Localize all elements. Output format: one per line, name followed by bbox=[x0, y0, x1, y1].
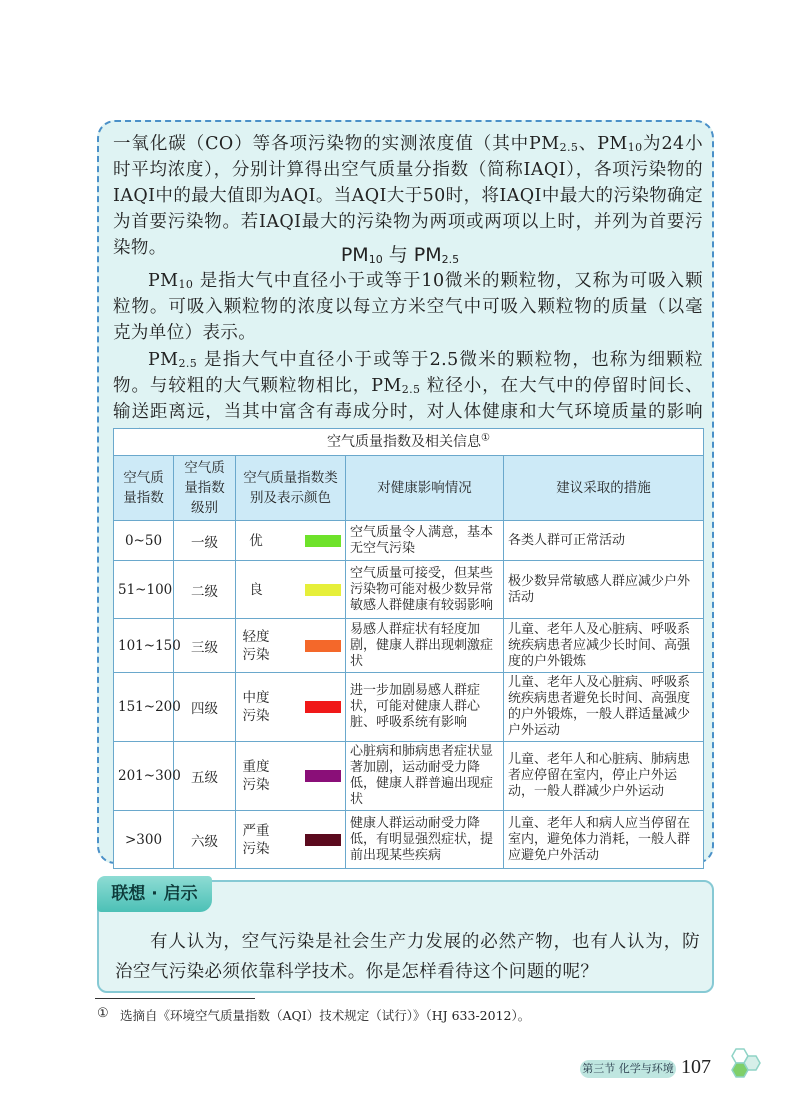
aqi-category-cell bbox=[236, 742, 346, 811]
recommended-action: 儿童、老年人及心脏病、呼吸系统疾病患者避免长时间、高强度的户外锻炼，一般人群适量减少户外运动 bbox=[504, 673, 704, 742]
aqi-category-cell bbox=[236, 619, 346, 673]
aqi-category-cell bbox=[236, 811, 346, 869]
aqi-table bbox=[113, 428, 704, 869]
aqi-category: 中度污染 bbox=[242, 690, 270, 724]
aqi-range: 51~100 bbox=[114, 561, 174, 619]
aqi-level: 四级 bbox=[174, 673, 236, 742]
aqi-range: >300 bbox=[114, 811, 174, 869]
recommended-action: 儿童、老年人和心脏病、肺病患者应停留在室内，停止户外运动，一般人群减少户外运动 bbox=[504, 742, 704, 811]
aqi-category-cell bbox=[236, 521, 346, 561]
aqi-category: 优 bbox=[249, 532, 263, 549]
aqi-category: 重度污染 bbox=[242, 759, 270, 793]
aqi-color-swatch bbox=[305, 640, 341, 652]
aqi-category-cell bbox=[236, 673, 346, 742]
table-row bbox=[114, 619, 704, 673]
header-aqi: 空气质量指数 bbox=[114, 456, 174, 521]
aqi-color-swatch bbox=[305, 834, 341, 846]
section-label: 第三节 化学与环境 bbox=[580, 1060, 676, 1078]
footnote-mark: ① bbox=[97, 1006, 109, 1021]
aqi-range: 201~300 bbox=[114, 742, 174, 811]
recommended-action: 儿童、老年人和病人应当停留在室内，避免体力消耗，一般人群应避免户外活动 bbox=[504, 811, 704, 869]
aqi-color-swatch bbox=[305, 535, 341, 547]
health-effect: 健康人群运动耐受力降低，有明显强烈症状，提前出现某些疾病 bbox=[346, 811, 504, 869]
aqi-range: 0~50 bbox=[114, 521, 174, 561]
think-text: 有人认为，空气污染是社会生产力发展的必然产物，也有人认为，防治空气污染必须依靠科学技术。你是怎样看待这个问题的呢？ bbox=[115, 932, 700, 982]
health-effect: 进一步加剧易感人群症状，可能对健康人群心脏、呼吸系统有影响 bbox=[346, 673, 504, 742]
header-advice: 建议采取的措施 bbox=[504, 456, 704, 521]
header-level: 空气质量指数级别 bbox=[174, 456, 236, 521]
header-category: 空气质量指数类别及表示颜色 bbox=[236, 456, 346, 521]
page-number: 107 bbox=[681, 1056, 711, 1078]
aqi-color-swatch bbox=[305, 701, 341, 713]
health-effect: 空气质量令人满意，基本无空气污染 bbox=[346, 521, 504, 561]
table-row bbox=[114, 811, 704, 869]
aqi-color-swatch bbox=[305, 584, 341, 596]
aqi-category-cell bbox=[236, 561, 346, 619]
footnote-divider bbox=[95, 998, 255, 999]
hexagon-decoration-icon bbox=[726, 1045, 766, 1085]
aqi-level: 六级 bbox=[174, 811, 236, 869]
aqi-category: 严重污染 bbox=[242, 822, 270, 857]
recommended-action: 极少数异常敏感人群应减少户外活动 bbox=[504, 561, 704, 619]
aqi-range: 151~200 bbox=[114, 673, 174, 742]
recommended-action: 各类人群可正常活动 bbox=[504, 521, 704, 561]
health-effect: 易感人群症状有轻度加剧，健康人群出现刺激症状 bbox=[346, 619, 504, 673]
health-effect: 空气质量可接受，但某些污染物可能对极少数异常敏感人群健康有较弱影响 bbox=[346, 561, 504, 619]
table-row bbox=[114, 673, 704, 742]
aqi-category: 轻度污染 bbox=[242, 628, 270, 663]
aqi-level: 五级 bbox=[174, 742, 236, 811]
header-effect: 对健康影响情况 bbox=[346, 456, 504, 521]
pm25-paragraph: $PM_{2.5}$ 是指大气中直径小于或等于2.5微米的颗粒物，也称为细颗粒物。与较粗的大气颗粒物相比，$PM_{2.5}$ 粒径小，在大气中的停留时间长、输送距离远，当其中富含有毒成分时，对人体健康和大气环境质量的影响 bbox=[113, 350, 704, 422]
table-row bbox=[114, 561, 704, 619]
aqi-range: 101~150 bbox=[114, 619, 174, 673]
table-caption: 空气质量指数及相关信息① bbox=[114, 429, 704, 456]
section-heading: $PM_{10}$ 与 $PM_{2.5}$ bbox=[340, 244, 460, 266]
aqi-level: 一级 bbox=[174, 521, 236, 561]
footnote-text: 选摘自《环境空气质量指数（AQI）技术规定（试行）》（HJ 633-2012）。 bbox=[120, 1008, 531, 1023]
aqi-level: 二级 bbox=[174, 561, 236, 619]
health-effect: 心脏病和肺病患者症状显著加剧，运动耐受力降低，健康人群普遍出现症状 bbox=[346, 742, 504, 811]
table-row bbox=[114, 521, 704, 561]
aqi-category: 良 bbox=[249, 581, 263, 598]
aqi-level: 三级 bbox=[174, 619, 236, 673]
aqi-color-swatch bbox=[305, 770, 341, 782]
think-tag: 联想 · 启示 bbox=[97, 876, 212, 912]
pm10-paragraph: $PM_{10}$ 是指大气中直径小于或等于10微米的颗粒物，又称为可吸入颗粒物。可吸入颗粒物的浓度以每立方米空气中可吸入颗粒物的质量（以毫克为单位）表示。 bbox=[113, 271, 703, 343]
recommended-action: 儿童、老年人及心脏病、呼吸系统疾病患者应减少长时间、高强度的户外锻炼 bbox=[504, 619, 704, 673]
table-row bbox=[114, 742, 704, 811]
intro-paragraph: 一氧化碳（CO）等各项污染物的实测浓度值（其中$PM_{2.5}$、$PM_{10}$为24小时平均浓度），分别计算得出空气质量分指数（简称IAQI），各项污染物的IAQI中的最大值即为AQI。当AQI大于50时，将IAQI中最大的污染物确定为首要污染物。若IAQI最大的污染物为两项或两项以上时，并列为首要污染物。 bbox=[113, 134, 703, 258]
